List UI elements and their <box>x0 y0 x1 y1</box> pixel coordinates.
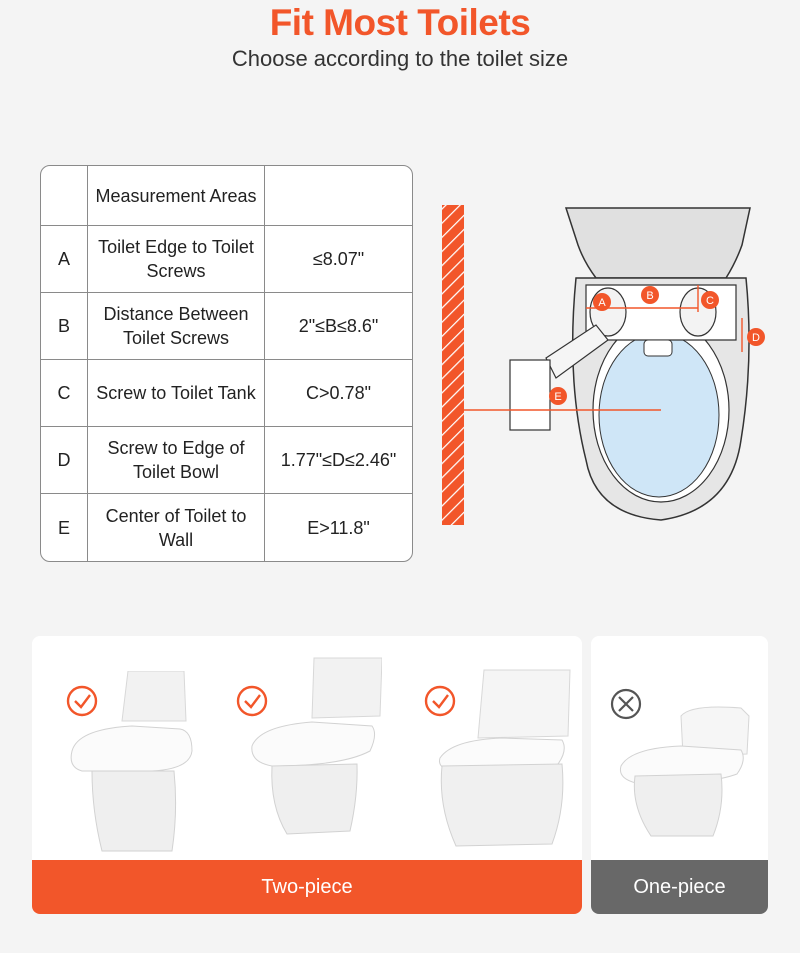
check-circle-icon <box>426 687 454 715</box>
check-circle-icon <box>68 687 96 715</box>
table-row <box>41 293 412 360</box>
toilet-tank <box>566 208 750 278</box>
row-value: C>0.78" <box>265 360 412 427</box>
row-key: A <box>41 226 88 293</box>
check-circle-icon <box>238 687 266 715</box>
marker-d-label: D <box>752 332 760 344</box>
check-mark-icon <box>245 695 260 707</box>
table-row <box>41 226 412 293</box>
table-header-cell: Measurement Areas <box>88 166 265 226</box>
check-mark-icon <box>433 695 448 707</box>
table-header-row <box>41 166 412 226</box>
page-title: Fit Most Toilets <box>269 2 531 43</box>
marker-e <box>549 387 567 405</box>
table-row <box>41 360 412 427</box>
table-row <box>41 427 412 494</box>
marker-e-label: E <box>554 391 562 403</box>
bowl-water <box>599 333 719 497</box>
check-mark-icon <box>75 695 90 707</box>
wall-hatch <box>442 205 464 525</box>
toilet-image-3 <box>412 666 572 856</box>
x-mark-icon <box>619 697 633 711</box>
row-area: Screw to Edge of Toilet Bowl <box>88 427 265 494</box>
row-area: Screw to Toilet Tank <box>88 360 265 427</box>
row-area: Center of Toilet to Wall <box>88 494 265 561</box>
toilet-image-2 <box>232 656 382 856</box>
two-piece-label: Two-piece <box>32 860 582 914</box>
marker-b <box>641 286 659 304</box>
row-area: Toilet Edge to Toilet Screws <box>88 226 265 293</box>
marker-a <box>593 293 611 311</box>
row-key: D <box>41 427 88 494</box>
toilet-image-4 <box>601 676 761 846</box>
measurement-table <box>40 165 413 562</box>
nozzle-head <box>644 340 672 356</box>
row-value: 1.77"≤D≤2.46" <box>265 427 412 494</box>
row-key: C <box>41 360 88 427</box>
row-area: Distance Between Toilet Screws <box>88 293 265 360</box>
one-piece-label: One-piece <box>591 860 768 914</box>
row-value: ≤8.07" <box>265 226 412 293</box>
row-key: E <box>41 494 88 561</box>
marker-d <box>747 328 765 346</box>
table-header-cell <box>41 166 88 226</box>
page-subtitle: Choose according to the toilet size <box>231 46 569 71</box>
marker-b-label: B <box>646 290 654 302</box>
table-header-cell <box>265 166 412 226</box>
control-box <box>510 360 550 430</box>
toilet-image-1 <box>62 671 202 861</box>
incompatible-toilets-panel <box>591 636 768 914</box>
compatible-toilets-panel <box>32 636 582 914</box>
row-key: B <box>41 293 88 360</box>
row-value: 2"≤B≤8.6" <box>265 293 412 360</box>
row-value: E>11.8" <box>307 517 370 538</box>
table-row <box>41 494 412 561</box>
marker-a-label: A <box>598 297 606 309</box>
marker-c <box>701 291 719 309</box>
toilet-measurement-diagram <box>436 200 776 530</box>
marker-c-label: C <box>706 295 714 307</box>
